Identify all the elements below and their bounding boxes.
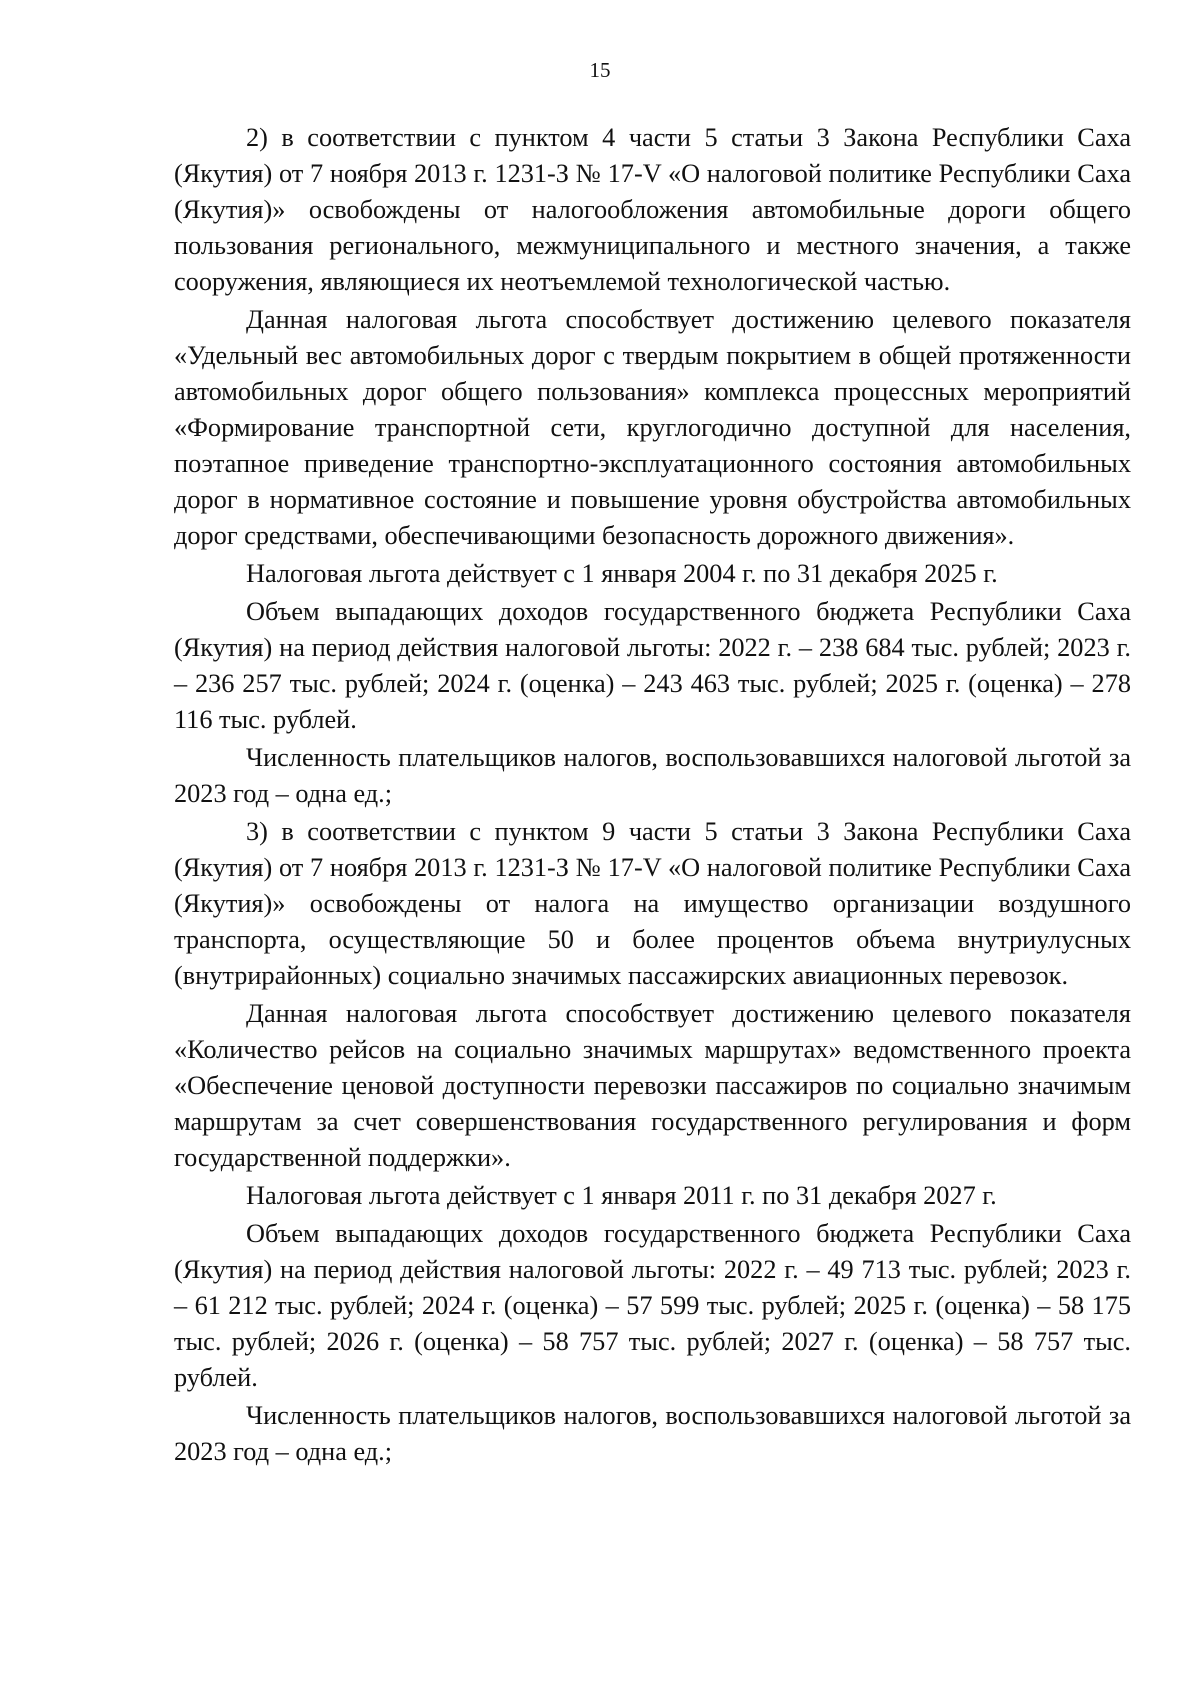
paragraph-lost-revenue-air: Объем выпадающих доходов государственного бюджета Республики Саха (Якутия) на период действия налоговой льготы: 2022 г. – 49 713 тыс. рублей; 2023 г. – 61 212 тыс. рублей; 2024 г. (оценка) – 57 599 тыс. рублей; 2025 г. (оценка) – 58 175 тыс. рублей; 2026 г. (оценка) – 58 757 тыс. рублей; 2027 г. (оценка) – 58 757 тыс. рублей. xyxy=(174,1219,1131,1392)
page-number: 15 xyxy=(589,58,611,82)
paragraph-taxpayer-count-air: Численность плательщиков налогов, воспользовавшихся налоговой льготой за 2023 год – одна ед.; xyxy=(174,1401,1131,1466)
paragraph-taxpayer-count-roads: Численность плательщиков налогов, воспользовавшихся налоговой льготой за 2023 год – одна ед.; xyxy=(174,743,1131,808)
paragraph-lost-revenue-roads: Объем выпадающих доходов государственного бюджета Республики Саха (Якутия) на период действия налоговой льготы: 2022 г. – 238 684 тыс. рублей; 2023 г. – 236 257 тыс. рублей; 2024 г. (оценка) – 243 463 тыс. рублей; 2025 г. (оценка) – 278 116 тыс. рублей. xyxy=(174,597,1131,734)
paragraph-item-3-air-transport-exemption: 3) в соответствии с пунктом 9 части 5 статьи 3 Закона Республики Саха (Якутия) от 7 ноября 2013 г. 1231-З № 17-V «О налоговой политике Республики Саха (Якутия)» освобождены от налога на имущество организации воздушного транспорта, осуществляющие 50 и более процентов объема внутриулусных (внутрирайонных) социально значимых пассажирских авиационных перевозок. xyxy=(174,817,1131,990)
paragraph-validity-period-roads: Налоговая льгота действует с 1 января 2004 г. по 31 декабря 2025 г. xyxy=(246,559,998,588)
paragraph-validity-period-air: Налоговая льгота действует с 1 января 2011 г. по 31 декабря 2027 г. xyxy=(246,1181,997,1210)
paragraph-item-2-road-exemption: 2) в соответствии с пунктом 4 части 5 статьи 3 Закона Республики Саха (Якутия) от 7 ноября 2013 г. 1231-З № 17-V «О налоговой политике Республики Саха (Якутия)» освобождены от налогообложения автомобильные дороги общего пользования регионального, межмуниципального и местного значения, а также сооружения, являющиеся их неотъемлемой технологической частью. xyxy=(174,123,1131,296)
paragraph-target-indicator-roads: Данная налоговая льгота способствует достижению целевого показателя «Удельный вес автомобильных дорог с твердым покрытием в общей протяженности автомобильных дорог общего пользования» комплекса процессных мероприятий «Формирование транспортной сети, круглогодично доступной для населения, поэтапное приведение транспортно-эксплуатационного состояния автомобильных дорог в нормативное состояние и повышение уровня обустройства автомобильных дорог средствами, обеспечивающими безопасность дорожного движения». xyxy=(174,305,1131,550)
document-body xyxy=(174,120,1131,1470)
paragraph-target-indicator-flights: Данная налоговая льгота способствует достижению целевого показателя «Количество рейсов на социально значимых маршрутах» ведомственного проекта «Обеспечение ценовой доступности перевозки пассажиров по социально значимым маршрутам за счет совершенствования государственного регулирования и форм государственной поддержки». xyxy=(174,999,1131,1172)
